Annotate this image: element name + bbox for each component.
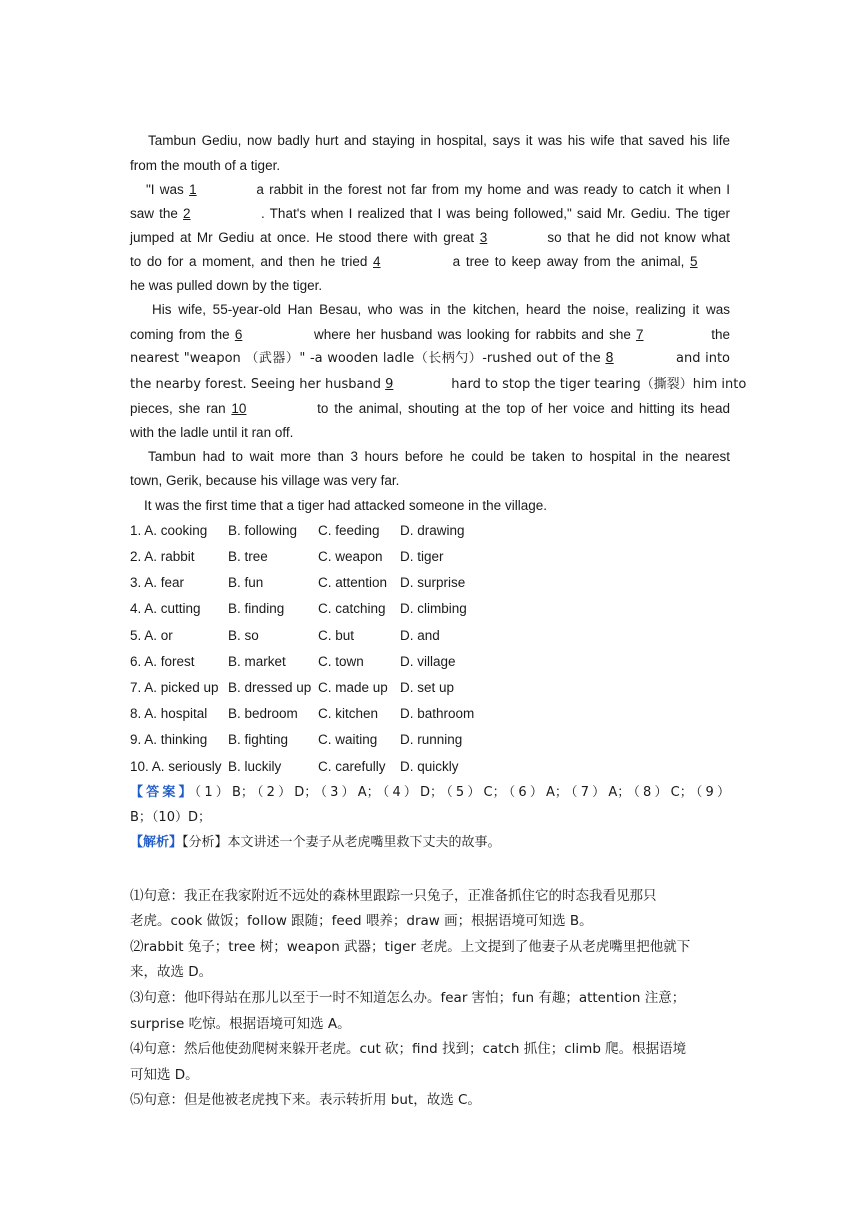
passage-line: His wife, 55-year-old Han Besau, who was in the kitchen, heard the noise, realizing it was — [152, 302, 730, 317]
passage-line: jumped at Mr Gediu at once. He stood there with great 3 so that he did not know what — [130, 230, 730, 245]
passage-line: Tambun Gediu, now badly hurt and staying in hospital, says it was his wife that saved his life — [148, 133, 730, 148]
passage-line: from the mouth of a tiger. — [130, 158, 281, 173]
passage-line: nearest "weapon （武器）" -a wooden ladle（长柄勺）-rushed out of the 8 and into — [130, 351, 731, 366]
passage-line: with the ladle until it ran off. — [130, 425, 294, 440]
passage-line: It was the first time that a tiger had attacked someone in the village. — [144, 498, 547, 513]
passage-line: to do for a moment, and then he tried 4 a tree to keep away from the animal, 5 — [130, 253, 730, 271]
explanation-line: 老虎。cook 做饭；follow 跟随；feed 喂养；draw 画；根据语境可知选 B。 — [130, 913, 593, 929]
explanation-line: ⑶句意：他吓得站在那儿以至于一时不知道怎么办。fear 害怕；fun 有趣；attention 注意； — [130, 990, 686, 1006]
blank-2: 2 — [183, 206, 191, 221]
blank-5: 5 — [690, 254, 698, 269]
blank-1: 1 — [189, 182, 197, 197]
passage-line: the nearby forest. Seeing her husband 9 hard to stop the tiger tearing（撕裂）him into — [130, 377, 747, 392]
blank-3: 3 — [479, 230, 488, 245]
explanation-line: ⑴句意：我正在我家附近不远处的森林里跟踪一只兔子，正准备抓住它的时态我看见那只 — [130, 888, 657, 904]
passage-line: pieces, she ran 10 to the animal, shouting at the top of her voice and hitting its head — [130, 401, 730, 416]
explanation-line: 来，故选 D。 — [130, 964, 213, 980]
passage-line: coming from the 6 where her husband was looking for rabbits and she 7 the — [130, 327, 730, 342]
blank-6: 6 — [234, 327, 243, 342]
explanation-line: 可知选 D。 — [130, 1067, 199, 1083]
blank-8: 8 — [605, 351, 614, 366]
answer-line: 【答案】（1）B；（2）D；（3）A；（4）D；（5）C；（6）A；（7）A；（8）C；（9） — [130, 785, 730, 800]
passage-line: "I was 1 a rabbit in the forest not far from my home and was ready to catch it when I — [146, 182, 730, 197]
answer-line: B；（10）D； — [130, 810, 211, 825]
blank-7: 7 — [636, 327, 644, 342]
blank-9: 9 — [385, 377, 394, 392]
explanation-line: surprise 吃惊。根据语境可知选 A。 — [130, 1016, 351, 1032]
passage-line: saw the 2 . That's when I realized that I was being followed," said Mr. Gediu. The tiger — [130, 206, 730, 221]
blank-4: 4 — [373, 254, 381, 269]
explanation-line: ⑵rabbit 兔子；tree 树；weapon 武器；tiger 老虎。上文提到了他妻子从老虎嘴里把他就下 — [130, 939, 691, 955]
document-page: Tambun Gediu, now badly hurt and staying in hospital, says it was his wife that saved his life from the mouth of a tiger. "I was 1 a rabbit in the forest not far from my home and was ready to catch it when I saw the 2 . That's when I realized that I was being followed," said Mr. Gediu. The tiger jumped at Mr Gediu at once. He stood there with great 3 so that he did not know what to do for a moment, and then he tried 4 a tree to keep away from the animal, 5 he was pulled down by the tiger. His wife, 55-year-old Han Besau, who was in the kitchen, heard the noise, realizing it was coming from the 6 where her husband was looking for rabbits and she 7 the nearest "weapon （武器）" -a wooden ladle（长柄勺）-rushed out of the 8 and into the nearby forest. Seeing her husband 9 hard to stop the tiger tearing（撕裂）him into pieces, she ran 10 to the animal, shouting at the top of her voice and hitting its head with the ladle until it ran off. Tambun had to wait more than 3 hours before he could be taken to hospital in the nearest town, Gerik, because his village was very far. It was the first time that a tiger had attacked someone in the village. 1. A. cooking B. following C. feeding D. drawing 2. A. rabbit B. tree C. weapon D. tiger 3. A. fear B. fun C. attention D. surprise 4. A. cutting B. finding C. catching D. climbing 5. A. or B. so C. but D. and 6. A. forest B. market C. town D. village 7. A. picked up B. dressed up C. made up D. set up 8. A. hospital B. bedroom C. kitchen D. bathroom 9. A. thinking B. fighting C. waiting D. running 10. A. seriously B. luckily C. carefully D. quickly 【答案】（1）B；（2）D；（3）A；（4）D；（5）C；（6）A；（7）A；（8）C；（9） B；（10）D； 【解析】【分析】本文讲述一个妻子从老虎嘴里救下丈夫的故事。 ⑴句意：我正在我家附近不远处的森林里跟踪一只兔子，正准备抓住它的时态我看见那只 老虎。cook 做饭；follow 跟随；feed 喂养；draw 画；根据语境可知选 B。 ⑵rabbit 兔子；tree 树；weapon 武器；tiger 老虎。上文提到了他妻子从老虎嘴里把他就下 来，故选 D。 ⑶句意：他吓得站在那儿以至于一时不知道怎么办。fear 害怕；fun 有趣；attention 注意； surprise 吃惊。根据语境可知选 A。 ⑷句意：然后他使劲爬树来躲开老虎。cut 砍；find 找到；catch 抓住；climb 爬。根据语境 可知选 D。 ⑸句意：但是他被老虎拽下来。表示转折用 but，故选 C。 — [130, 133, 747, 1108]
answer-tag: 【答案】 — [130, 785, 195, 800]
passage-line: town, Gerik, because his village was very far. — [130, 473, 400, 488]
passage-line: Tambun had to wait more than 3 hours before he could be taken to hospital in the nearest — [148, 449, 730, 464]
passage-line: he was pulled down by the tiger. — [130, 278, 323, 293]
blank-10: 10 — [231, 401, 247, 416]
explanation-line: ⑷句意：然后他使劲爬树来躲开老虎。cut 砍；find 找到；catch 抓住；climb 爬。根据语境 — [130, 1041, 687, 1057]
analysis-intro: 【解析】【分析】本文讲述一个妻子从老虎嘴里救下丈夫的故事。 — [130, 835, 501, 850]
explanation-line: ⑸句意：但是他被老虎拽下来。表示转折用 but，故选 C。 — [130, 1092, 481, 1108]
analysis-tag: 【解析】 — [130, 835, 183, 850]
